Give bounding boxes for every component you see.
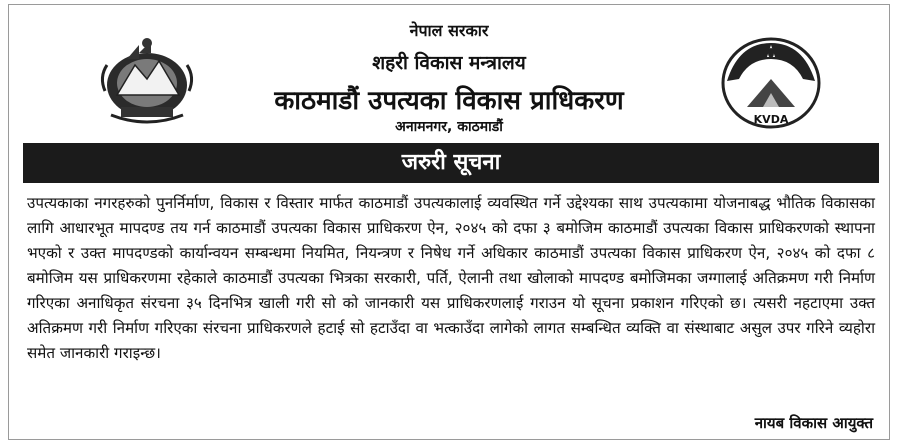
notice-body: उपत्यकाका नगरहरुको पुनर्निर्माण, विकास र विस्तार मार्फत काठमाडौं उपत्यकालाई व्यवस्थित गर्ने उद्देश्यका साथ उपत्यकामा योजनाबद्ध भौतिक विकासका लागि आधारभूत मापदण्ड तय गर्न काठमाडौं उपत्यका विकास प्राधिकरण ऐन, २०४५ को दफा ३ बमोजिम काठमाडौं उपत्यका विकास प्राधिकरणको स्थापना भएको र उक्त मापदण्डको कार्यान्वयन सम्बन्धमा नियमित, नियन्त्रण र निषेध गर्ने अधिकार काठमाडौं उपत्यका विकास प्राधिकरण ऐन, २०४५ को दफा ८ बमोजिम यस प्राधिकरणमा रहेकाले काठमाडौं उपत्यका भित्रका सरकारी, पर्ति, ऐलानी तथा खोलाको मापदण्ड बमोजिमका जग्गालाई अतिक्रमण गरी निर्माण गरिएका अनाधिकृत संरचना ३५ दिनभित्र खाली गरी सो को जानकारी यस प्राधिकरणलाई गराउन यो सूचना प्रकाशन गरिएको छ। त्यसरी नहटाएमा उक्त अतिक्रमण गरी निर्माण गरिएका संरचना प्राधिकरणले हटाई सो हटाउँदा वा भत्काउँदा लागेको लागत सम्बन्धित व्यक्ति वा संस्थाबाट असुल उपर गरिने व्यहोरा समेत जानकारी गराइन्छ। xyxy=(27,194,875,362)
svg-text:KVDA: KVDA xyxy=(753,113,789,126)
notice-frame xyxy=(8,4,890,440)
kvda-logo-icon xyxy=(717,35,825,131)
organization-address: अनामनगर, काठमाडौं xyxy=(395,119,503,135)
ministry-name: शहरी विकास मन्त्रालय xyxy=(372,52,526,74)
government-name: नेपाल सरकार xyxy=(409,21,489,40)
signatory: नायब विकास आयुक्त xyxy=(754,414,873,432)
notice-title: जरुरी सूचना xyxy=(23,143,879,183)
notice-header xyxy=(9,5,889,143)
organization-name: काठमाडौं उपत्यका विकास प्राधिकरण xyxy=(274,86,624,116)
